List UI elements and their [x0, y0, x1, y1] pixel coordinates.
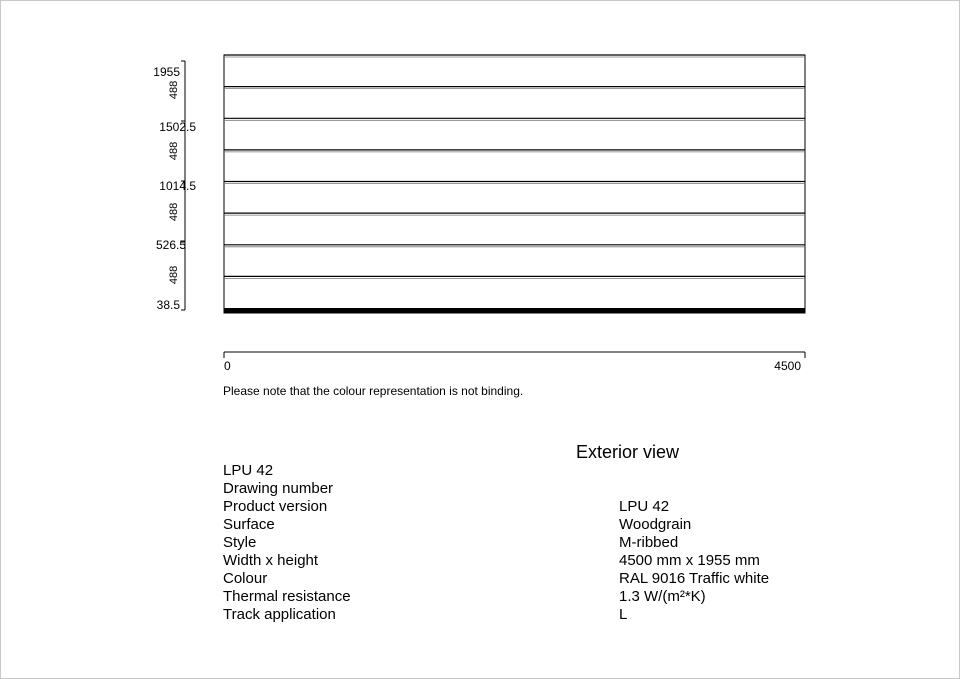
spec-values	[619, 480, 769, 624]
section-height-label: 488	[168, 141, 180, 161]
spec-label: Track application	[223, 606, 336, 623]
height-mark-label: 526.5	[155, 238, 186, 252]
product-name: LPU 42	[223, 462, 274, 479]
width-mark-label: 0	[224, 359, 231, 373]
spec-label: Thermal resistance	[223, 588, 351, 605]
spec-value: RAL 9016 Traffic white	[619, 570, 770, 587]
spec-value: LPU 42	[619, 498, 670, 515]
section-height-label: 488	[168, 202, 180, 222]
height-mark-label: 1955	[153, 65, 180, 79]
bottom-seal	[224, 308, 805, 313]
spec-label: Surface	[223, 516, 275, 533]
section-height-label: 488	[168, 265, 180, 285]
spec-value: L	[619, 606, 628, 623]
height-mark-label: 38.5	[156, 298, 180, 312]
spec-value: 4500 mm x 1955 mm	[619, 552, 760, 569]
spec-value: 1.3 W/(m²*K)	[619, 588, 706, 605]
spec-value: M-ribbed	[619, 534, 679, 551]
width-mark-label: 4500	[774, 359, 801, 373]
height-mark-label: 1502.5	[159, 120, 196, 134]
spec-labels	[223, 480, 351, 624]
colour-disclaimer: Please note that the colour representation is not binding.	[223, 384, 524, 398]
spec-label: Width x height	[223, 552, 319, 569]
spec-label: Colour	[223, 570, 268, 587]
section-height-label: 488	[168, 80, 180, 100]
view-title: Exterior view	[576, 442, 680, 462]
door-outline	[224, 55, 805, 313]
spec-value	[619, 480, 769, 498]
spec-label: Style	[223, 534, 257, 551]
height-mark-label: 1014.5	[159, 179, 196, 193]
spec-label: Drawing number	[223, 480, 334, 497]
spec-label: Product version	[223, 498, 328, 515]
spec-value: Woodgrain	[619, 516, 692, 533]
